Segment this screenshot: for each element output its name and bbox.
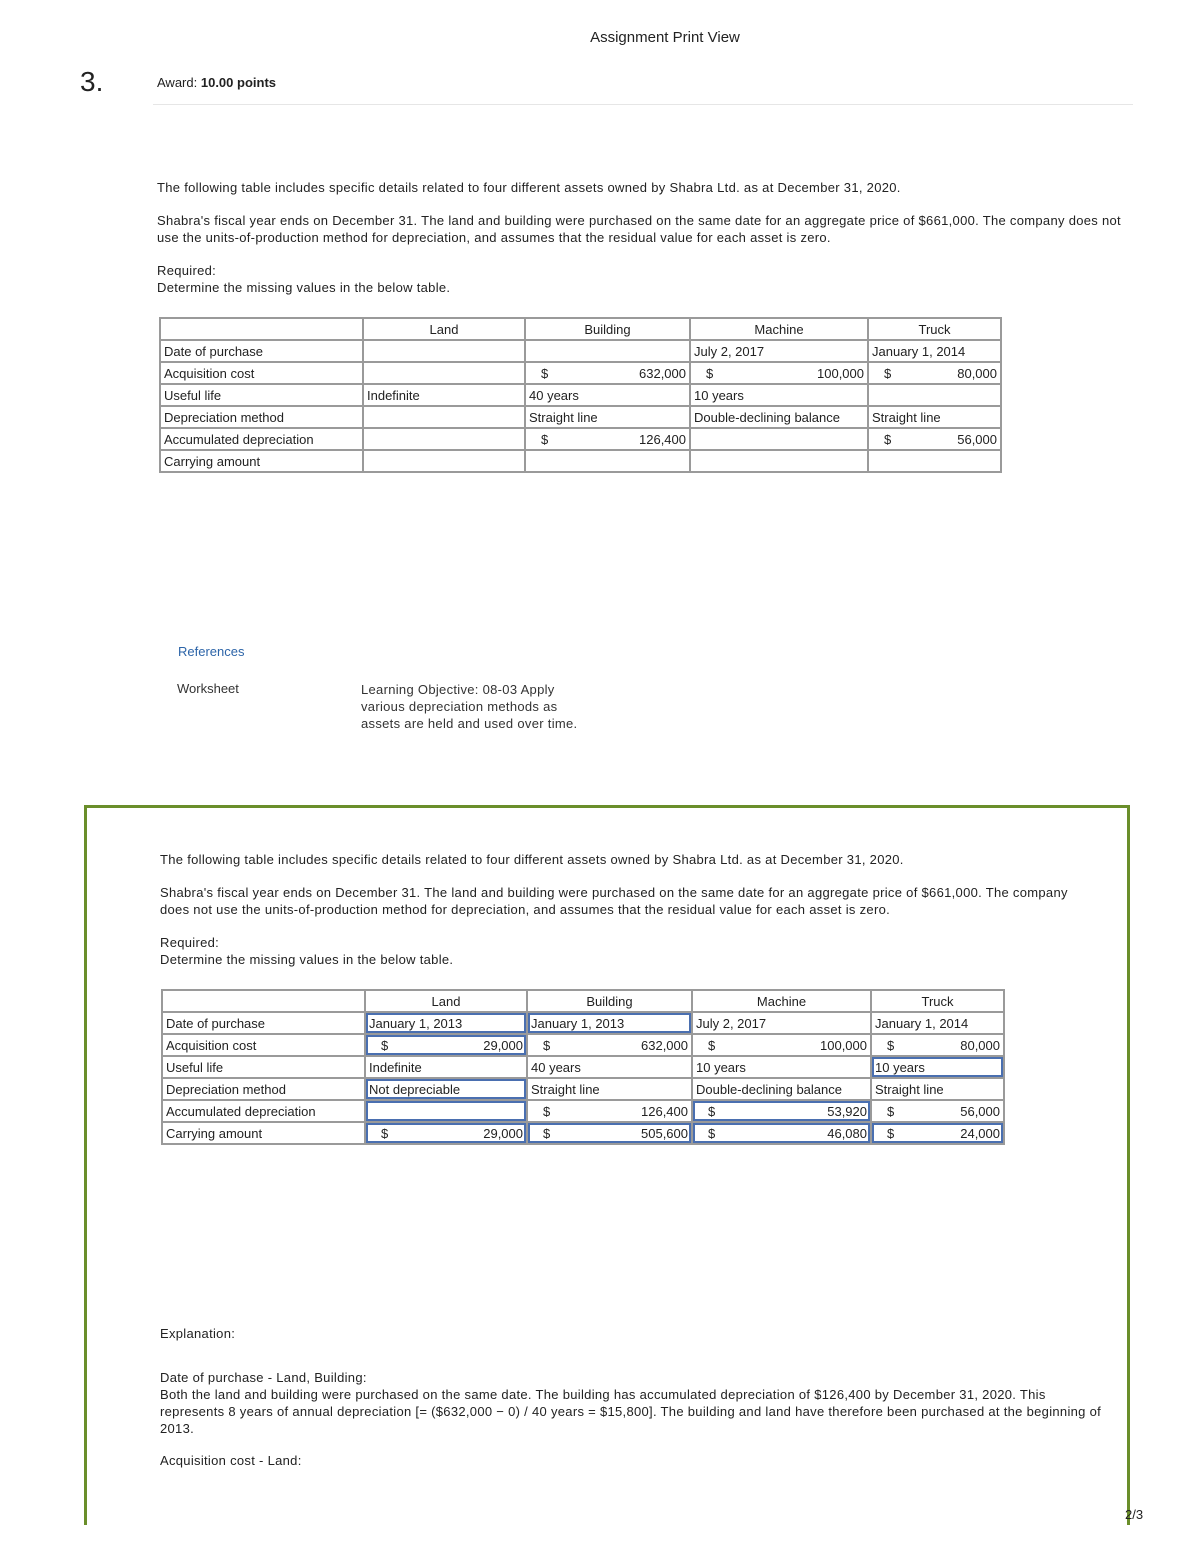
table-row: [160, 340, 1001, 362]
cell-building-accum: [525, 428, 690, 450]
answer-building-method: Straight line: [527, 1078, 692, 1100]
table-row: [162, 1122, 1004, 1144]
cell-land-date: [363, 340, 525, 362]
table-row: [160, 384, 1001, 406]
cell-building-carrying: [525, 450, 690, 472]
currency-symbol: $: [541, 431, 549, 447]
answer-instruction-text: Determine the missing values in the below table.: [160, 952, 454, 967]
currency-symbol: $: [706, 365, 714, 381]
answer-building-carrying: [527, 1122, 692, 1144]
table-row: [160, 428, 1001, 450]
cell-truck-date: January 1, 2014: [868, 340, 1001, 362]
row-label: Useful life: [162, 1056, 365, 1078]
row-label: Date of purchase: [162, 1012, 365, 1034]
answer-machine-date: July 2, 2017: [692, 1012, 871, 1034]
cell-machine-accum: [690, 428, 868, 450]
amount: 80,000: [957, 365, 997, 381]
answer-truck-method: Straight line: [871, 1078, 1004, 1100]
page-title: Assignment Print View: [590, 29, 740, 46]
instruction-text: Determine the missing values in the below table.: [157, 280, 451, 295]
amount: 632,000: [639, 365, 686, 381]
row-label: Carrying amount: [160, 450, 363, 472]
amount: 505,600: [641, 1125, 688, 1141]
explanation-body-1: Both the land and building were purchased on the same date. The building has accumulated depreciation of $126,400 by December 31, 2020. This represents 8 years of annual depreciation [= ($632,000 − 0) / 40 years = $15,800]. The building and land have therefore been purchased at the beginning of 2013.: [160, 1387, 1102, 1436]
row-label: Depreciation method: [162, 1078, 365, 1100]
header-blank: [162, 990, 365, 1012]
answer-machine-cost: [692, 1034, 871, 1056]
cell-machine-date: July 2, 2017: [690, 340, 868, 362]
amount: 53,920: [827, 1103, 867, 1119]
currency-symbol: $: [887, 1125, 895, 1141]
amount: 56,000: [960, 1103, 1000, 1119]
answer-truck-cost: [871, 1034, 1004, 1056]
row-label: Accumulated depreciation: [160, 428, 363, 450]
currency-symbol: $: [887, 1103, 895, 1119]
currency-symbol: $: [884, 431, 892, 447]
answer-machine-carrying: [692, 1122, 871, 1144]
header-truck: Truck: [871, 990, 1004, 1012]
answer-truck-date: January 1, 2014: [871, 1012, 1004, 1034]
currency-symbol: $: [543, 1125, 551, 1141]
amount: 46,080: [827, 1125, 867, 1141]
cell-truck-carrying: [868, 450, 1001, 472]
currency-symbol: $: [708, 1103, 716, 1119]
answer-truck-life: 10 years: [871, 1056, 1004, 1078]
table-header-row: [160, 318, 1001, 340]
amount: 29,000: [483, 1037, 523, 1053]
answer-land-accum: [365, 1100, 527, 1122]
amount: 126,400: [641, 1103, 688, 1119]
required-label: Required:: [157, 263, 217, 278]
amount: 24,000: [960, 1125, 1000, 1141]
cell-land-life: Indefinite: [363, 384, 525, 406]
amount: 126,400: [639, 431, 686, 447]
cell-truck-method: Straight line: [868, 406, 1001, 428]
cell-land-cost: [363, 362, 525, 384]
cell-building-life: 40 years: [525, 384, 690, 406]
table-row: [162, 1034, 1004, 1056]
row-label: Accumulated depreciation: [162, 1100, 365, 1122]
cell-machine-method: Double-declining balance: [690, 406, 868, 428]
award-line: [157, 75, 276, 90]
cell-truck-cost: [868, 362, 1001, 384]
header-land: Land: [363, 318, 525, 340]
references-link[interactable]: References: [178, 644, 245, 659]
answer-land-life: Indefinite: [365, 1056, 527, 1078]
table-row: [160, 362, 1001, 384]
answer-truck-carrying: [871, 1122, 1004, 1144]
explanation-subheading-1: Date of purchase - Land, Building:: [160, 1370, 367, 1385]
row-label: Acquisition cost: [162, 1034, 365, 1056]
table-header-row: [162, 990, 1004, 1012]
answer-machine-life: 10 years: [692, 1056, 871, 1078]
cell-building-date: [525, 340, 690, 362]
row-label: Date of purchase: [160, 340, 363, 362]
cell-truck-accum: [868, 428, 1001, 450]
answer-land-carrying: [365, 1122, 527, 1144]
answer-machine-accum: [692, 1100, 871, 1122]
currency-symbol: $: [884, 365, 892, 381]
answer-machine-method: Double-declining balance: [692, 1078, 871, 1100]
currency-symbol: $: [708, 1125, 716, 1141]
currency-symbol: $: [543, 1037, 551, 1053]
header-land: Land: [365, 990, 527, 1012]
cell-land-carrying: [363, 450, 525, 472]
cell-machine-cost: [690, 362, 868, 384]
header-building: Building: [525, 318, 690, 340]
row-label: Depreciation method: [160, 406, 363, 428]
amount: 56,000: [957, 431, 997, 447]
award-value: 10.00 points: [200, 75, 276, 90]
table-row: [160, 450, 1001, 472]
currency-symbol: $: [887, 1037, 895, 1053]
answer-problem-text-2: Shabra's fiscal year ends on December 31. The land and building were purchased on the same date for an aggregate price of $661,000. The company does not use the units-of-production method for depreciation, and assumes that the residual value for each asset is zero.: [160, 885, 1068, 917]
currency-symbol: $: [381, 1125, 389, 1141]
header-truck: Truck: [868, 318, 1001, 340]
header-machine: Machine: [692, 990, 871, 1012]
currency-symbol: $: [381, 1037, 389, 1053]
row-label: Carrying amount: [162, 1122, 365, 1144]
currency-symbol: $: [541, 365, 549, 381]
currency-symbol: $: [543, 1103, 551, 1119]
amount: 80,000: [960, 1037, 1000, 1053]
cell-land-accum: [363, 428, 525, 450]
answer-building-life: 40 years: [527, 1056, 692, 1078]
question-number: 3.: [80, 66, 104, 97]
answer-building-date: January 1, 2013: [527, 1012, 692, 1034]
answer-land-cost: [365, 1034, 527, 1056]
worksheet-label: Worksheet: [177, 681, 239, 696]
award-label: Award:: [157, 75, 198, 90]
answer-required-label: Required:: [160, 935, 220, 950]
question-table: [159, 317, 1002, 473]
table-row: [160, 406, 1001, 428]
header-blank: [160, 318, 363, 340]
answer-truck-accum: [871, 1100, 1004, 1122]
answer-problem-text-1: The following table includes specific details related to four different assets owned by Shabra Ltd. as at December 31, 2020.: [160, 852, 904, 867]
answer-land-date: January 1, 2013: [365, 1012, 527, 1034]
page-number: 2/3: [1125, 1507, 1144, 1522]
amount: 100,000: [817, 365, 864, 381]
row-label: Acquisition cost: [160, 362, 363, 384]
currency-symbol: $: [708, 1037, 716, 1053]
amount: 100,000: [820, 1037, 867, 1053]
table-row: [162, 1100, 1004, 1122]
table-row: [162, 1078, 1004, 1100]
header-machine: Machine: [690, 318, 868, 340]
cell-truck-life: [868, 384, 1001, 406]
cell-land-method: [363, 406, 525, 428]
cell-machine-carrying: [690, 450, 868, 472]
cell-building-cost: [525, 362, 690, 384]
amount: 29,000: [483, 1125, 523, 1141]
table-row: [162, 1012, 1004, 1034]
explanation-heading: Explanation:: [160, 1326, 236, 1341]
divider: [153, 104, 1133, 105]
answer-land-method: Not depreciable: [365, 1078, 527, 1100]
problem-text-1: The following table includes specific details related to four different assets owned by Shabra Ltd. as at December 31, 2020.: [157, 180, 901, 195]
cell-building-method: Straight line: [525, 406, 690, 428]
answer-table: [161, 989, 1005, 1145]
header-building: Building: [527, 990, 692, 1012]
cell-machine-life: 10 years: [690, 384, 868, 406]
explanation-subheading-2: Acquisition cost - Land:: [160, 1453, 302, 1468]
table-row: [162, 1056, 1004, 1078]
learning-objective: Learning Objective: 08-03 Apply various depreciation methods as assets are held and used over time.: [361, 682, 578, 731]
answer-building-accum: [527, 1100, 692, 1122]
answer-building-cost: [527, 1034, 692, 1056]
problem-text-2: Shabra's fiscal year ends on December 31. The land and building were purchased on the same date for an aggregate price of $661,000. The company does not use the units-of-production method for depreciation, and assumes that the residual value for each asset is zero.: [157, 213, 1121, 245]
amount: 632,000: [641, 1037, 688, 1053]
row-label: Useful life: [160, 384, 363, 406]
